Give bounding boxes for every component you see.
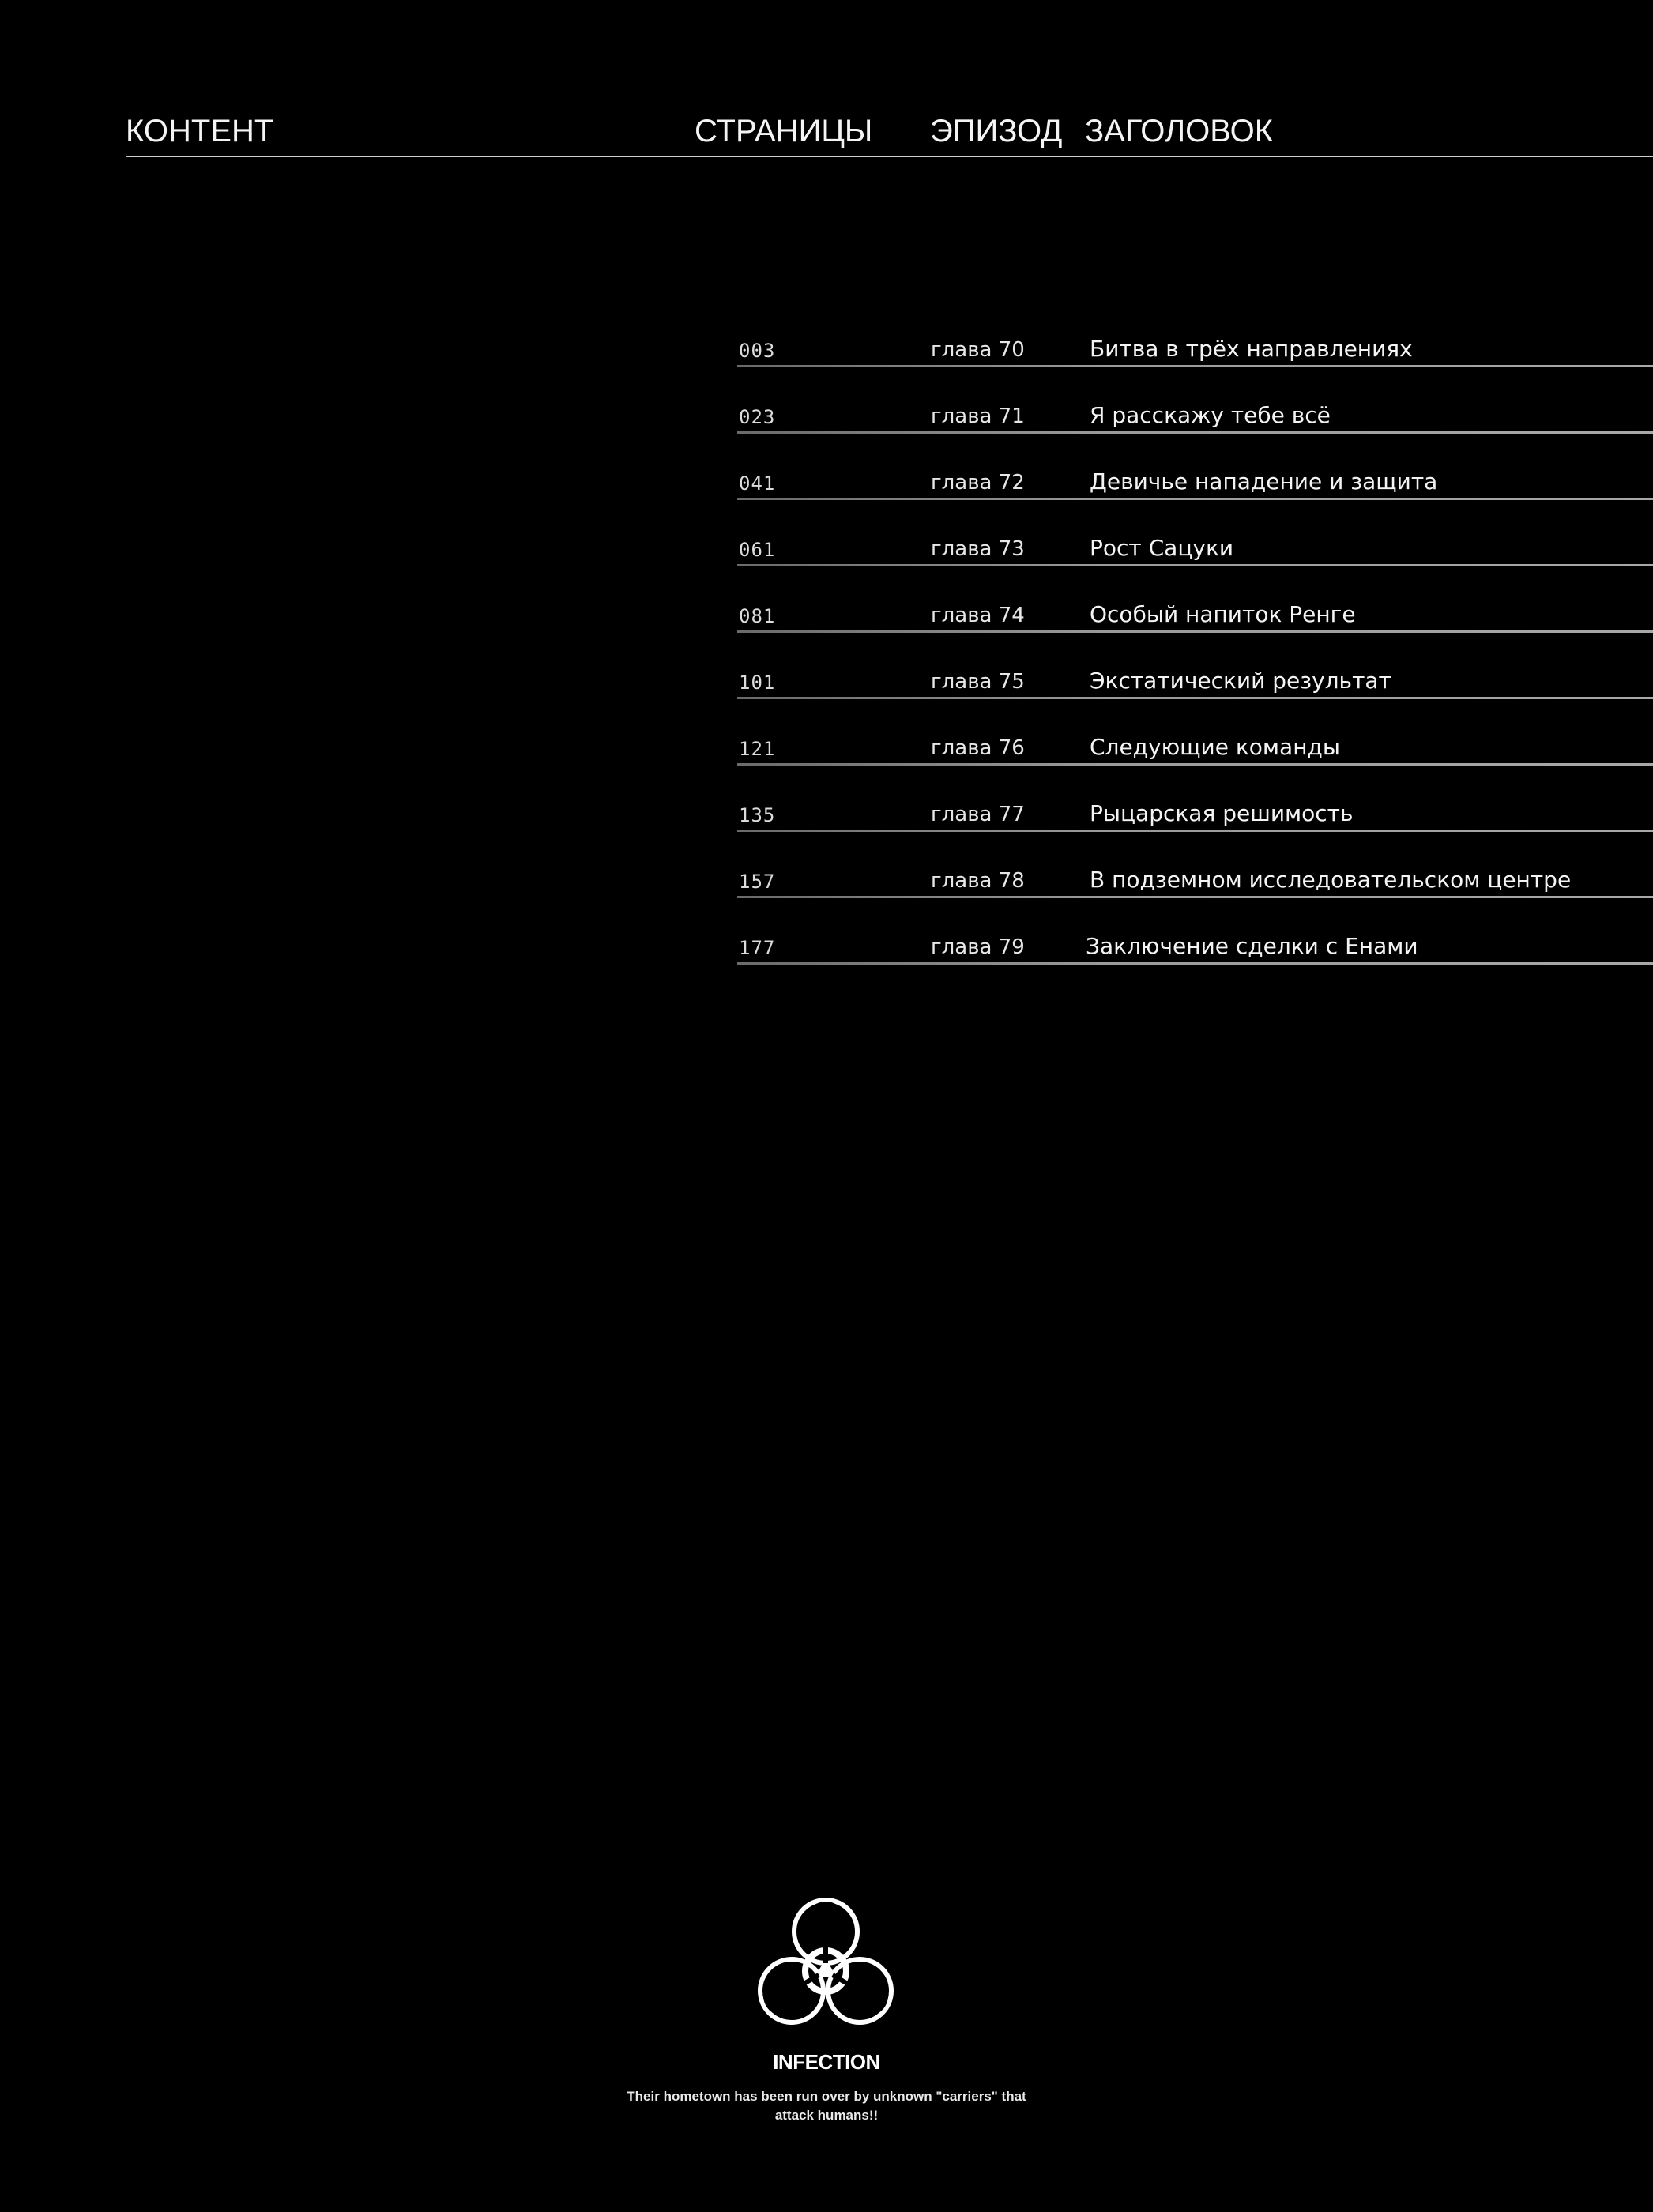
toc-title: Экстатический результат	[1090, 668, 1391, 694]
toc-header	[0, 0, 1653, 166]
toc-title: Битва в трёх направлениях	[1090, 336, 1413, 362]
toc-row[interactable]	[737, 714, 1653, 781]
toc-episode: глава 77	[931, 803, 1025, 826]
toc-row-divider	[737, 564, 1653, 566]
toc-episode: глава 71	[931, 404, 1025, 428]
toc-title: Особый напиток Ренге	[1090, 601, 1356, 627]
toc-row-divider	[737, 630, 1653, 633]
header-pages-label: СТРАНИЦЫ	[695, 114, 873, 149]
toc-episode: глава 78	[931, 869, 1025, 893]
toc-page-number: 003	[739, 340, 776, 362]
toc-row[interactable]	[737, 913, 1653, 980]
toc-row-divider	[737, 498, 1653, 500]
table-of-contents	[737, 316, 1653, 980]
toc-page-number: 101	[739, 672, 776, 694]
emblem-label: INFECTION	[773, 2050, 880, 2074]
toc-title: Я расскажу тебе всё	[1090, 402, 1331, 428]
toc-page-number: 023	[739, 406, 776, 428]
toc-title: Рыцарская решимость	[1090, 800, 1354, 826]
toc-row[interactable]	[737, 847, 1653, 913]
toc-row[interactable]	[737, 316, 1653, 382]
toc-page-number: 081	[739, 605, 776, 627]
toc-title: Следующие команды	[1090, 734, 1340, 760]
toc-row[interactable]	[737, 648, 1653, 714]
toc-row[interactable]	[737, 581, 1653, 648]
toc-episode: глава 79	[931, 935, 1025, 959]
toc-title: Рост Сацуки	[1090, 535, 1234, 561]
toc-row-divider	[737, 830, 1653, 832]
toc-episode: глава 70	[931, 338, 1025, 362]
toc-page-number: 121	[739, 738, 776, 760]
emblem-caption-line: attack humans!!	[774, 2108, 879, 2123]
header-episode-label: ЭПИЗОД	[930, 114, 1063, 149]
toc-episode: глава 76	[931, 736, 1025, 760]
toc-row-divider	[737, 431, 1653, 434]
toc-row[interactable]	[737, 449, 1653, 515]
toc-page-number: 135	[739, 804, 776, 826]
toc-title: Заключение сделки с Енами	[1086, 933, 1418, 959]
toc-title: Девичье нападение и защита	[1090, 468, 1438, 495]
toc-episode: глава 74	[931, 604, 1025, 627]
toc-row[interactable]	[737, 781, 1653, 847]
header-title-label: ЗАГОЛОВОК	[1085, 114, 1274, 149]
toc-row-divider	[737, 962, 1653, 965]
toc-page-number: 177	[739, 937, 776, 959]
toc-row-divider	[737, 896, 1653, 898]
toc-page-number: 061	[739, 539, 776, 561]
header-divider	[126, 156, 1653, 157]
toc-row[interactable]	[737, 382, 1653, 449]
toc-episode: глава 73	[931, 537, 1025, 561]
biohazard-icon	[747, 1892, 905, 2042]
toc-row-divider	[737, 697, 1653, 699]
toc-page-number: 157	[739, 871, 776, 893]
emblem-caption	[589, 2087, 1064, 2125]
header-content-label: КОНТЕНТ	[126, 114, 274, 149]
toc-row[interactable]	[737, 515, 1653, 581]
toc-page-number: 041	[739, 472, 776, 495]
toc-row-divider	[737, 365, 1653, 367]
toc-row-divider	[737, 763, 1653, 766]
toc-episode: глава 75	[931, 670, 1025, 694]
toc-episode: глава 72	[931, 471, 1025, 495]
toc-title: В подземном исследовательском центре	[1090, 867, 1572, 893]
emblem-caption-line: Their hometown has been run over by unknown "carriers" that	[627, 2089, 1026, 2104]
